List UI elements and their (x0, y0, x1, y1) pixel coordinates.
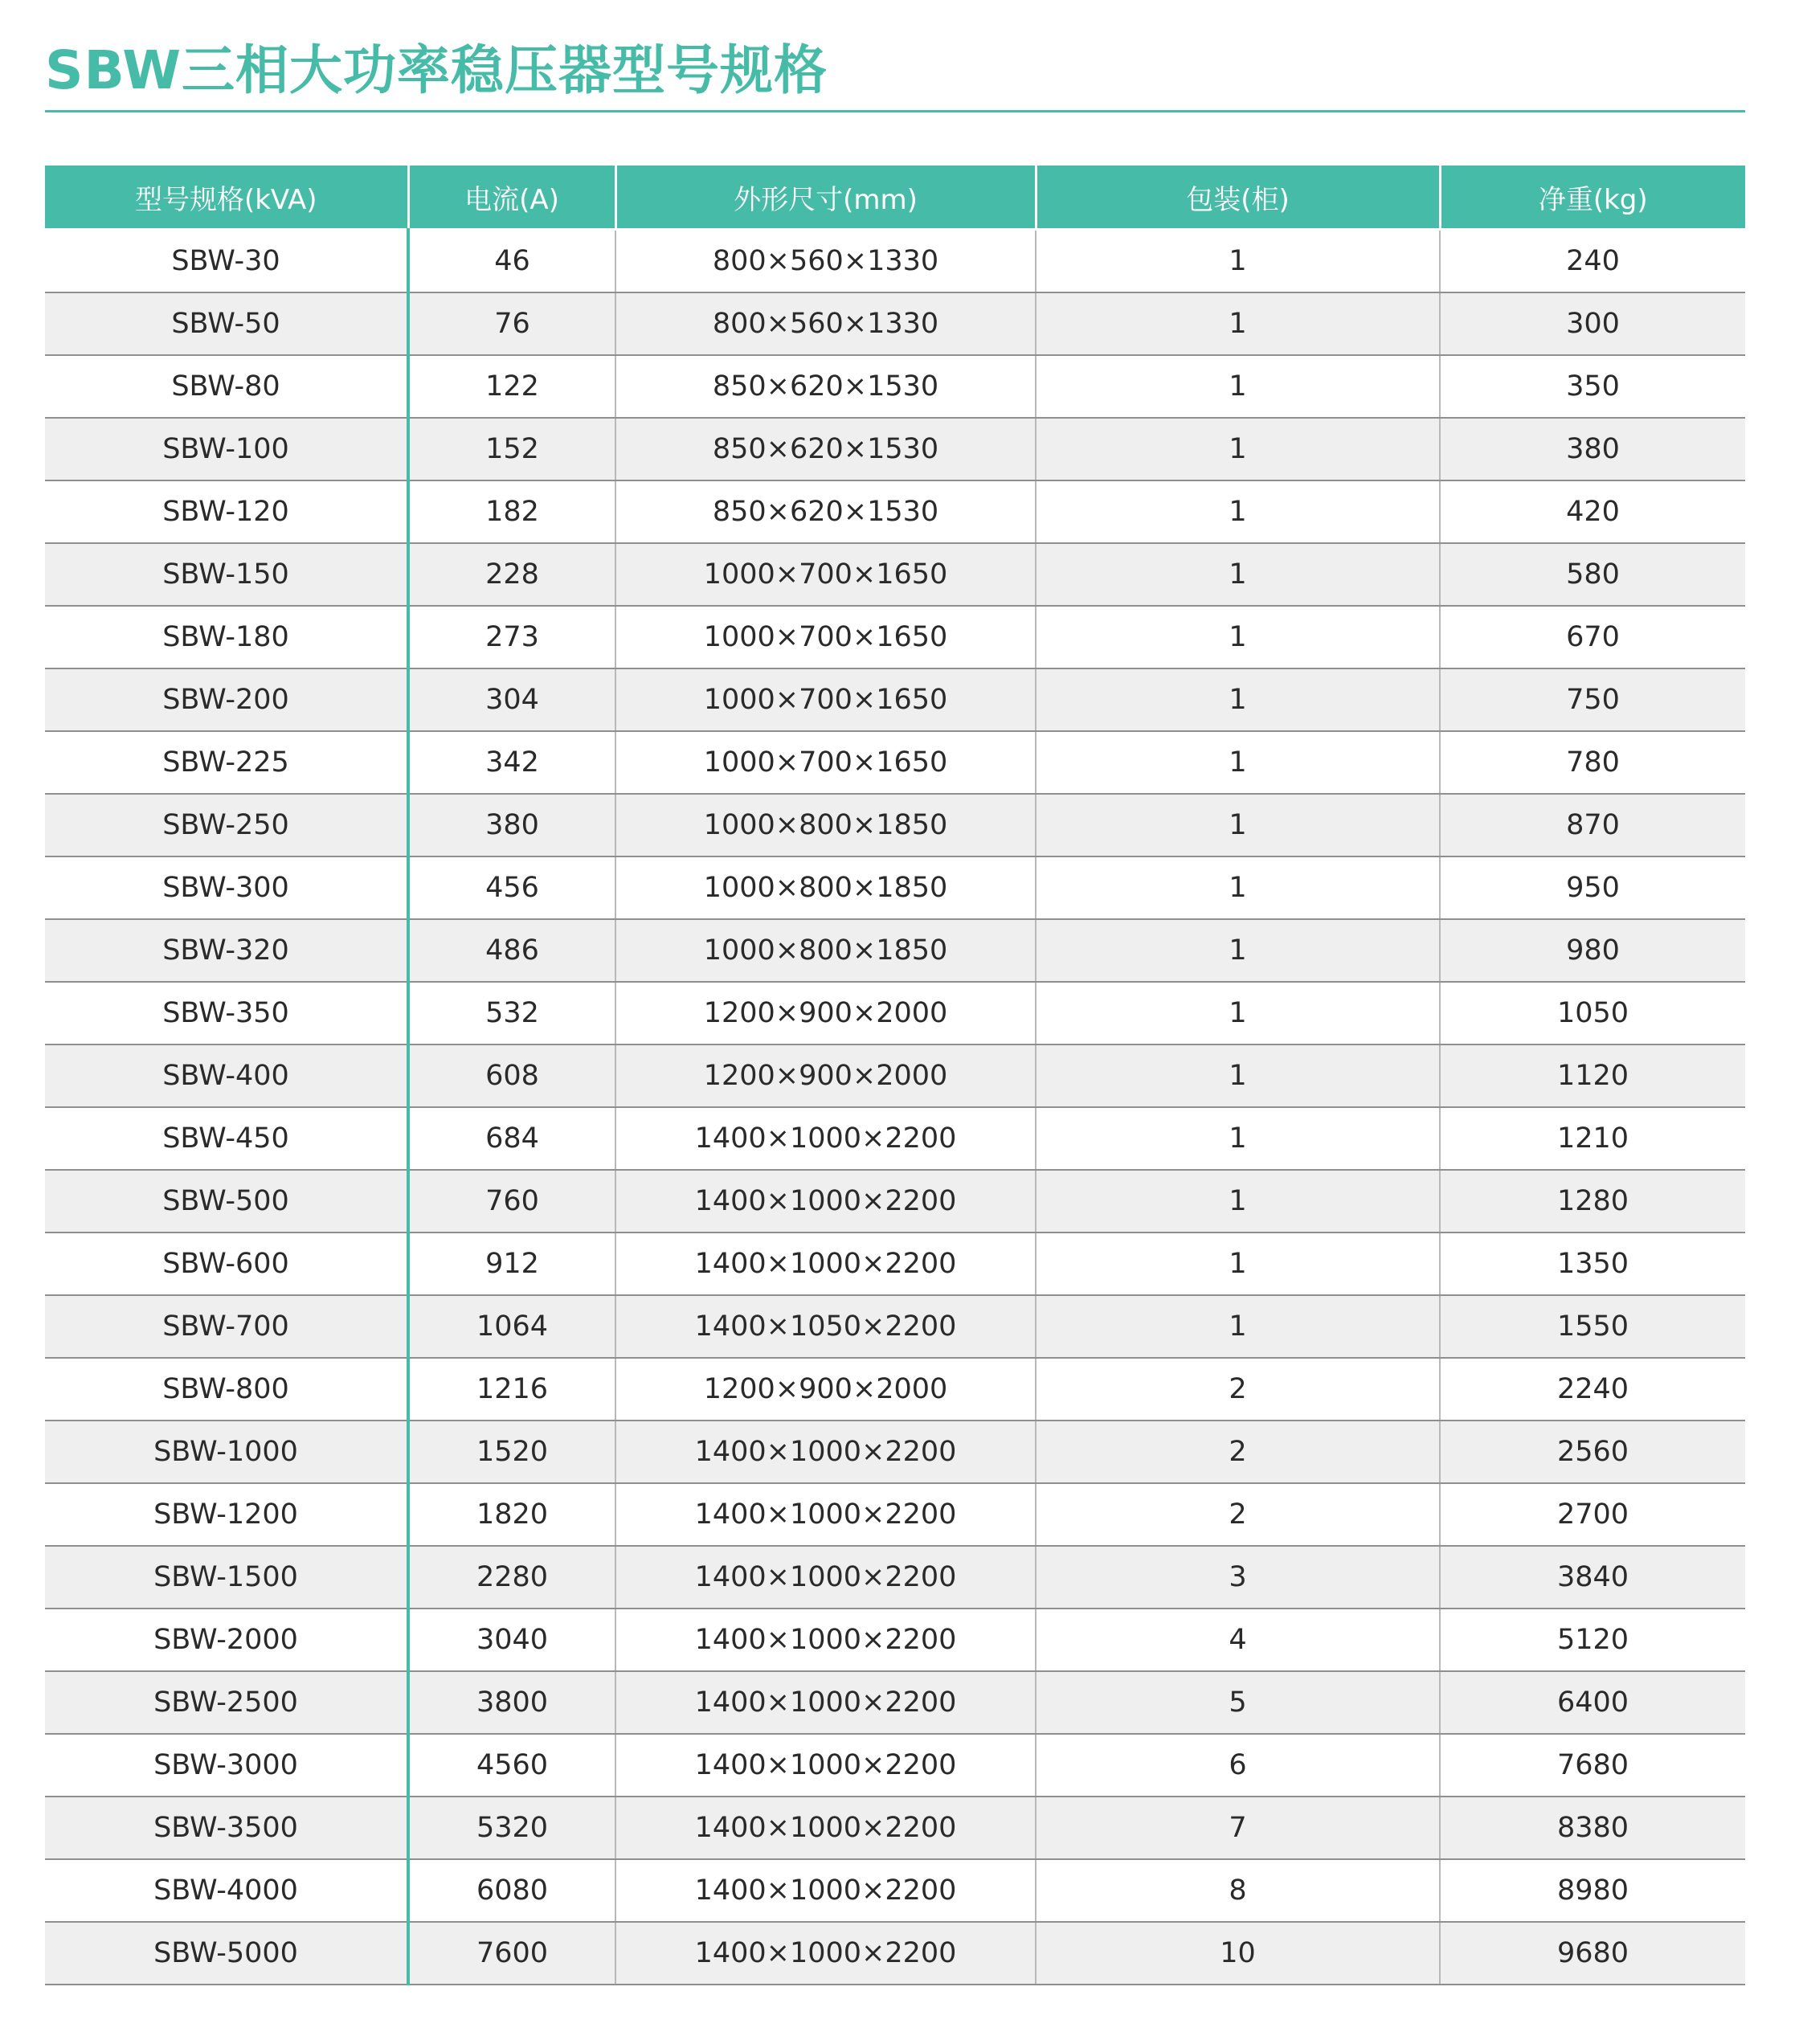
cell-dimensions: 1400×1000×2200 (615, 1609, 1036, 1671)
cell-model: SBW-1000 (45, 1421, 408, 1483)
cell-model: SBW-5000 (45, 1922, 408, 1985)
cell-net-weight: 950 (1440, 856, 1745, 919)
cell-dimensions: 1400×1000×2200 (615, 1671, 1036, 1734)
cell-packaging: 1 (1036, 1295, 1440, 1358)
cell-dimensions: 1400×1000×2200 (615, 1797, 1036, 1859)
cell-dimensions: 1200×900×2000 (615, 982, 1036, 1044)
cell-packaging: 1 (1036, 543, 1440, 606)
cell-net-weight: 750 (1440, 668, 1745, 731)
cell-current: 6080 (408, 1859, 615, 1922)
cell-net-weight: 2700 (1440, 1483, 1745, 1546)
spec-table (45, 166, 1745, 1985)
cell-dimensions: 1400×1000×2200 (615, 1233, 1036, 1295)
title-divider (45, 110, 1745, 112)
cell-net-weight: 1210 (1440, 1107, 1745, 1170)
cell-current: 912 (408, 1233, 615, 1295)
cell-model: SBW-250 (45, 794, 408, 856)
table-row (45, 668, 1745, 731)
cell-dimensions: 1000×700×1650 (615, 606, 1036, 668)
cell-model: SBW-1500 (45, 1546, 408, 1609)
cell-model: SBW-120 (45, 480, 408, 543)
cell-dimensions: 1000×700×1650 (615, 543, 1036, 606)
cell-model: SBW-4000 (45, 1859, 408, 1922)
cell-current: 456 (408, 856, 615, 919)
cell-net-weight: 1350 (1440, 1233, 1745, 1295)
cell-net-weight: 380 (1440, 418, 1745, 480)
cell-current: 532 (408, 982, 615, 1044)
cell-net-weight: 1120 (1440, 1044, 1745, 1107)
cell-model: SBW-350 (45, 982, 408, 1044)
table-row (45, 606, 1745, 668)
cell-net-weight: 1050 (1440, 982, 1745, 1044)
cell-dimensions: 850×620×1530 (615, 355, 1036, 418)
cell-current: 3800 (408, 1671, 615, 1734)
cell-net-weight: 300 (1440, 292, 1745, 355)
table-row (45, 1734, 1745, 1797)
table-row (45, 1358, 1745, 1421)
cell-current: 122 (408, 355, 615, 418)
cell-model: SBW-500 (45, 1170, 408, 1233)
table-row (45, 355, 1745, 418)
cell-dimensions: 1400×1000×2200 (615, 1483, 1036, 1546)
cell-packaging: 8 (1036, 1859, 1440, 1922)
cell-current: 152 (408, 418, 615, 480)
table-row (45, 1044, 1745, 1107)
cell-dimensions: 850×620×1530 (615, 418, 1036, 480)
table-row (45, 1922, 1745, 1985)
cell-dimensions: 1400×1000×2200 (615, 1859, 1036, 1922)
cell-net-weight: 670 (1440, 606, 1745, 668)
cell-current: 182 (408, 480, 615, 543)
table-row (45, 731, 1745, 794)
cell-net-weight: 1280 (1440, 1170, 1745, 1233)
table-row (45, 1609, 1745, 1671)
cell-packaging: 5 (1036, 1671, 1440, 1734)
cell-packaging: 1 (1036, 794, 1440, 856)
cell-dimensions: 800×560×1330 (615, 230, 1036, 293)
cell-net-weight: 9680 (1440, 1922, 1745, 1985)
table-row (45, 1421, 1745, 1483)
cell-current: 3040 (408, 1609, 615, 1671)
table-row (45, 1671, 1745, 1734)
cell-dimensions: 1200×900×2000 (615, 1358, 1036, 1421)
cell-model: SBW-3000 (45, 1734, 408, 1797)
cell-dimensions: 1400×1000×2200 (615, 1421, 1036, 1483)
cell-model: SBW-3500 (45, 1797, 408, 1859)
cell-packaging: 1 (1036, 1233, 1440, 1295)
cell-current: 342 (408, 731, 615, 794)
cell-packaging: 1 (1036, 606, 1440, 668)
cell-packaging: 6 (1036, 1734, 1440, 1797)
cell-net-weight: 240 (1440, 230, 1745, 293)
cell-model: SBW-800 (45, 1358, 408, 1421)
header-packaging: 包装(柜) (1036, 166, 1440, 230)
table-row (45, 1483, 1745, 1546)
cell-current: 1820 (408, 1483, 615, 1546)
cell-net-weight: 3840 (1440, 1546, 1745, 1609)
cell-net-weight: 980 (1440, 919, 1745, 982)
cell-model: SBW-600 (45, 1233, 408, 1295)
table-header (45, 166, 1745, 230)
cell-net-weight: 2560 (1440, 1421, 1745, 1483)
table-row (45, 1859, 1745, 1922)
cell-current: 380 (408, 794, 615, 856)
cell-model: SBW-30 (45, 230, 408, 293)
cell-current: 228 (408, 543, 615, 606)
cell-packaging: 1 (1036, 480, 1440, 543)
cell-net-weight: 1550 (1440, 1295, 1745, 1358)
table-row (45, 919, 1745, 982)
table-row (45, 1233, 1745, 1295)
cell-dimensions: 850×620×1530 (615, 480, 1036, 543)
cell-net-weight: 2240 (1440, 1358, 1745, 1421)
cell-dimensions: 1400×1000×2200 (615, 1546, 1036, 1609)
cell-net-weight: 5120 (1440, 1609, 1745, 1671)
cell-packaging: 1 (1036, 230, 1440, 293)
cell-net-weight: 350 (1440, 355, 1745, 418)
cell-packaging: 3 (1036, 1546, 1440, 1609)
table-row (45, 418, 1745, 480)
header-row (45, 166, 1745, 230)
table-body (45, 230, 1745, 1985)
cell-model: SBW-2500 (45, 1671, 408, 1734)
cell-current: 7600 (408, 1922, 615, 1985)
cell-net-weight: 420 (1440, 480, 1745, 543)
cell-model: SBW-225 (45, 731, 408, 794)
cell-current: 304 (408, 668, 615, 731)
cell-net-weight: 7680 (1440, 1734, 1745, 1797)
cell-model: SBW-700 (45, 1295, 408, 1358)
cell-model: SBW-450 (45, 1107, 408, 1170)
cell-model: SBW-80 (45, 355, 408, 418)
cell-net-weight: 8380 (1440, 1797, 1745, 1859)
table-row (45, 1797, 1745, 1859)
cell-current: 1216 (408, 1358, 615, 1421)
cell-model: SBW-180 (45, 606, 408, 668)
cell-dimensions: 1000×800×1850 (615, 919, 1036, 982)
table-row (45, 543, 1745, 606)
cell-dimensions: 1200×900×2000 (615, 1044, 1036, 1107)
table-row (45, 230, 1745, 293)
cell-net-weight: 580 (1440, 543, 1745, 606)
table-row (45, 794, 1745, 856)
cell-packaging: 1 (1036, 355, 1440, 418)
cell-packaging: 7 (1036, 1797, 1440, 1859)
header-model: 型号规格(kVA) (45, 166, 408, 230)
cell-packaging: 1 (1036, 1170, 1440, 1233)
table-row (45, 1295, 1745, 1358)
cell-net-weight: 870 (1440, 794, 1745, 856)
cell-current: 273 (408, 606, 615, 668)
cell-current: 1520 (408, 1421, 615, 1483)
cell-model: SBW-300 (45, 856, 408, 919)
header-net-weight: 净重(kg) (1440, 166, 1745, 230)
cell-current: 46 (408, 230, 615, 293)
cell-packaging: 2 (1036, 1421, 1440, 1483)
cell-dimensions: 1400×1000×2200 (615, 1170, 1036, 1233)
cell-packaging: 2 (1036, 1483, 1440, 1546)
cell-current: 1064 (408, 1295, 615, 1358)
cell-packaging: 1 (1036, 731, 1440, 794)
cell-current: 76 (408, 292, 615, 355)
cell-current: 5320 (408, 1797, 615, 1859)
cell-packaging: 1 (1036, 1107, 1440, 1170)
cell-model: SBW-200 (45, 668, 408, 731)
cell-packaging: 1 (1036, 856, 1440, 919)
cell-current: 608 (408, 1044, 615, 1107)
cell-model: SBW-50 (45, 292, 408, 355)
cell-dimensions: 1000×700×1650 (615, 731, 1036, 794)
cell-model: SBW-100 (45, 418, 408, 480)
cell-packaging: 4 (1036, 1609, 1440, 1671)
cell-current: 2280 (408, 1546, 615, 1609)
cell-model: SBW-1200 (45, 1483, 408, 1546)
cell-packaging: 1 (1036, 668, 1440, 731)
cell-model: SBW-320 (45, 919, 408, 982)
cell-model: SBW-2000 (45, 1609, 408, 1671)
cell-packaging: 10 (1036, 1922, 1440, 1985)
table-row (45, 856, 1745, 919)
header-current: 电流(A) (408, 166, 615, 230)
cell-current: 4560 (408, 1734, 615, 1797)
header-dimensions: 外形尺寸(mm) (615, 166, 1036, 230)
cell-current: 486 (408, 919, 615, 982)
table-row (45, 1107, 1745, 1170)
page-title: SBW三相大功率稳压器型号规格 (45, 39, 828, 101)
cell-dimensions: 1400×1000×2200 (615, 1734, 1036, 1797)
table-row (45, 1546, 1745, 1609)
cell-packaging: 1 (1036, 292, 1440, 355)
cell-net-weight: 780 (1440, 731, 1745, 794)
cell-model: SBW-150 (45, 543, 408, 606)
cell-current: 684 (408, 1107, 615, 1170)
cell-net-weight: 8980 (1440, 1859, 1745, 1922)
cell-packaging: 2 (1036, 1358, 1440, 1421)
cell-dimensions: 1000×800×1850 (615, 856, 1036, 919)
cell-model: SBW-400 (45, 1044, 408, 1107)
cell-dimensions: 1400×1000×2200 (615, 1107, 1036, 1170)
cell-dimensions: 1400×1000×2200 (615, 1922, 1036, 1985)
table-row (45, 480, 1745, 543)
table-row (45, 1170, 1745, 1233)
cell-packaging: 1 (1036, 919, 1440, 982)
cell-dimensions: 1000×700×1650 (615, 668, 1036, 731)
table-row (45, 982, 1745, 1044)
cell-packaging: 1 (1036, 982, 1440, 1044)
cell-dimensions: 800×560×1330 (615, 292, 1036, 355)
cell-packaging: 1 (1036, 1044, 1440, 1107)
table-row (45, 292, 1745, 355)
cell-packaging: 1 (1036, 418, 1440, 480)
cell-dimensions: 1000×800×1850 (615, 794, 1036, 856)
cell-net-weight: 6400 (1440, 1671, 1745, 1734)
cell-dimensions: 1400×1050×2200 (615, 1295, 1036, 1358)
cell-current: 760 (408, 1170, 615, 1233)
